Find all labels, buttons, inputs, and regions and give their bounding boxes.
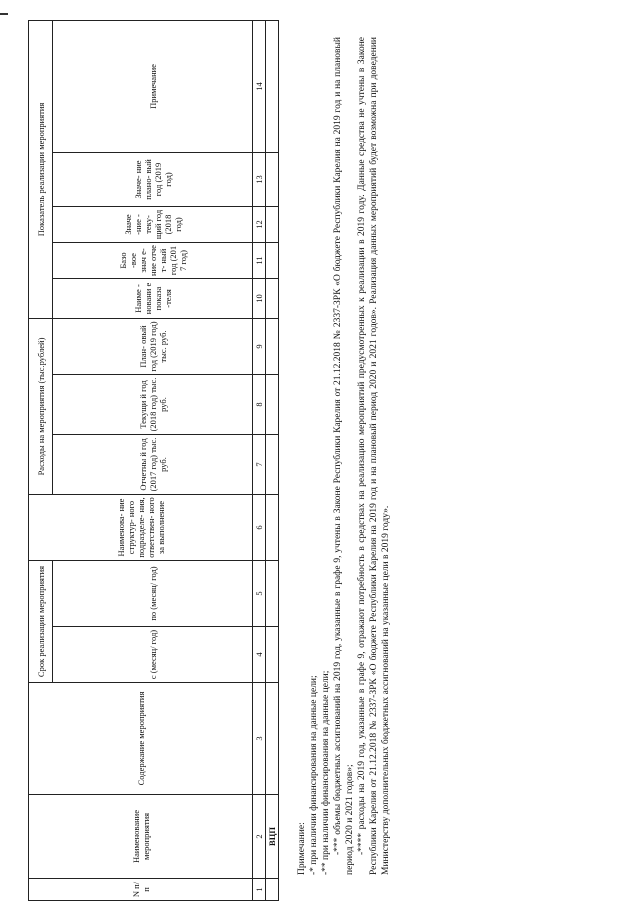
header-ind-name: Наиме - новани е показа -теля xyxy=(53,278,253,318)
note-2: -** при наличии финансирования на данные цели; xyxy=(321,670,331,875)
empty-cell xyxy=(266,318,279,374)
col-number: 4 xyxy=(253,627,266,683)
header-ind-base: Базо -вое знач е- ние отче т- ный год (201 7 год) xyxy=(53,242,253,278)
empty-cell xyxy=(266,627,279,683)
col-number: 8 xyxy=(253,375,266,435)
total-row-label: ВЦП xyxy=(266,795,279,879)
header-n: N п/п xyxy=(29,879,253,901)
header-term-from: с (месяц/ год) xyxy=(53,627,253,683)
col-number: 1 xyxy=(253,879,266,901)
header-content: Содержание мероприятия xyxy=(29,683,253,795)
empty-cell xyxy=(266,206,279,242)
empty-cell xyxy=(266,278,279,318)
total-row-n xyxy=(266,879,279,901)
measures-table xyxy=(28,20,279,901)
empty-cell xyxy=(266,20,279,152)
notes-block xyxy=(296,37,392,875)
empty-cell xyxy=(266,152,279,206)
col-number: 12 xyxy=(253,206,266,242)
header-indicator-group: Показатель реализации мероприятия xyxy=(29,20,53,318)
note-1: -* при наличии финансирования на данные цели; xyxy=(309,675,319,875)
col-number: 5 xyxy=(253,561,266,627)
header-name: Наименование мероприятия xyxy=(29,795,253,879)
header-expenses-group: Расходы на мероприятия (тыс.рублей) xyxy=(29,318,53,494)
col-number: 3 xyxy=(253,683,266,795)
header-note: Примечание xyxy=(53,20,253,152)
col-number: 7 xyxy=(253,435,266,495)
col-number: 11 xyxy=(253,242,266,278)
empty-cell xyxy=(266,683,279,795)
header-exp-report: Отчетны й год (2017 год) тыс. руб. xyxy=(53,435,253,495)
notes-title: Примечание: xyxy=(297,822,307,875)
scan-mark xyxy=(0,13,8,15)
header-ind-plan: Значе- ние плано- вый год (2019 год) xyxy=(53,152,253,206)
header-unit: Наименова- ние структур- ного подразделе- ния, ответствен- ного за выполнение xyxy=(29,495,253,561)
header-exp-current: Текущи й год (2018 год) тыс. руб. xyxy=(53,375,253,435)
col-number: 6 xyxy=(253,495,266,561)
empty-cell xyxy=(266,495,279,561)
col-number: 10 xyxy=(253,278,266,318)
col-number: 9 xyxy=(253,318,266,374)
note-3: -*** объемы бюджетных ассигнований на 2019 год, указанные в графе 9, учтены в Законе Республики Карелия от 21.12.2018 № 2337-ЗРК «О бюджете Республики Карелия на 2019 год и на плановый период 2020 и 2021 годов»; xyxy=(333,37,355,875)
col-number: 14 xyxy=(253,20,266,152)
header-term-group: Срок реализации мероприятия xyxy=(29,561,53,683)
empty-cell xyxy=(266,561,279,627)
note-4: -**** расходы на 2019 год, указанные в графе 9, отражают потребность в средствах на реализацию мероприятий предусмотренных к реализации в 2019 году. Данные средства не учтены в Законе Республики Карелия от 21.12.2018 № 2337-ЗРК «О бюджете Республики Карелия на 2019 год и на плановый период 2020 и 2021 годов». Реализация данных мероприятий будет возможна при доведении Министерству дополнительных бюджетных ассигнований на указанные цели в 2019 году». xyxy=(357,37,391,875)
col-number: 2 xyxy=(253,795,266,879)
header-exp-plan: План- овый год (2019 год) тыс. руб. xyxy=(53,318,253,374)
header-term-to: по (месяц/ год) xyxy=(53,561,253,627)
col-number: 13 xyxy=(253,152,266,206)
empty-cell xyxy=(266,435,279,495)
empty-cell xyxy=(266,375,279,435)
header-ind-current: Значе -ние - теку- щий год (2018 год) xyxy=(53,206,253,242)
empty-cell xyxy=(266,242,279,278)
